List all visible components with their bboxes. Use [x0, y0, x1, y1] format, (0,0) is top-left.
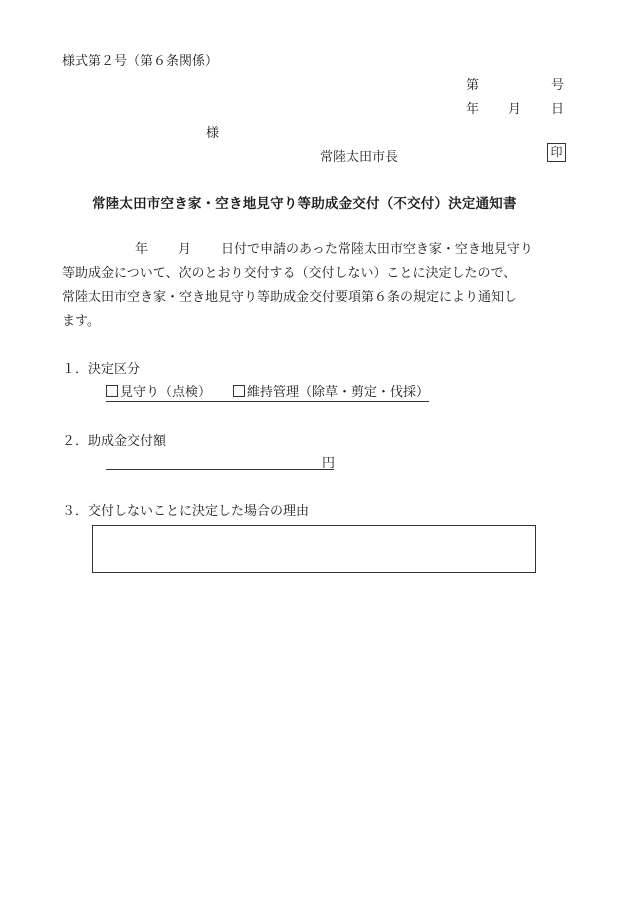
- checkbox-monitoring[interactable]: [106, 385, 118, 397]
- doc-number-prefix: 第: [466, 78, 480, 93]
- date-day-label: 日: [551, 102, 565, 117]
- recipient-honorific: 様: [206, 126, 220, 141]
- section-reason-heading: ３．交付しないことに決定した場合の理由: [62, 504, 310, 519]
- body-line-1-text: 日付で申請のあった常陸太田市空き家・空き地見守り: [221, 242, 533, 257]
- yen-unit-label: 円: [322, 456, 336, 471]
- checkbox-maintenance[interactable]: [233, 385, 245, 397]
- body-line-2: 等助成金について、次のとおり交付する（交付しない）ことに決定したので、: [62, 266, 517, 281]
- doc-number-suffix: 号: [551, 78, 565, 93]
- form-number: 様式第２号（第６条関係）: [62, 54, 219, 69]
- option-monitoring-label: 見守り（点検）: [120, 385, 212, 400]
- grant-amount-field[interactable]: [106, 453, 334, 470]
- decision-type-options: [106, 381, 429, 402]
- body-line-1: [62, 238, 572, 262]
- document-title: 常陸太田市空き家・空き地見守り等助成金交付（不交付）決定通知書: [92, 196, 517, 212]
- notice-body: [62, 238, 572, 334]
- reason-textbox[interactable]: [92, 525, 536, 573]
- body-month-label: 月: [178, 242, 192, 257]
- body-year-label: 年: [135, 242, 149, 257]
- body-line-3: 常陸太田市空き家・空き地見守り等助成金交付要項第６条の規定により通知し: [62, 290, 518, 305]
- section-decision-type-heading: １．決定区分: [62, 362, 141, 377]
- section-grant-amount-heading: ２．助成金交付額: [62, 434, 167, 449]
- option-maintenance-label: 維持管理（除草・剪定・伐採）: [247, 385, 430, 400]
- issuer-name: 常陸太田市長: [320, 150, 399, 165]
- seal-mark: 印: [547, 143, 566, 162]
- body-line-4: ます。: [62, 314, 100, 329]
- date-year-label: 年: [466, 102, 480, 117]
- date-month-label: 月: [508, 102, 522, 117]
